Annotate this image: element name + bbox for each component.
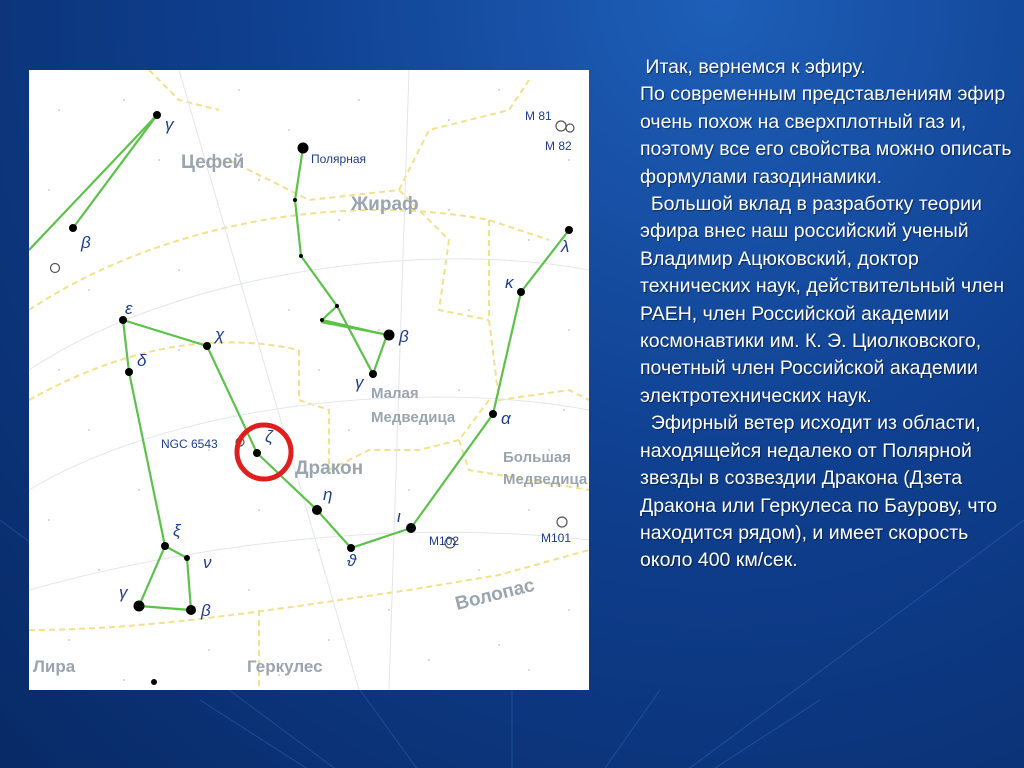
greek-dra-epsilon: ε bbox=[125, 299, 133, 318]
slide-body-text: Итак, вернемся к эфиру. По современным представлениям эфир очень похож на сверхплотный газ и, поэтому все его свойства можно описать формулами газодинамики. Большой вклад в разработку теории эфира внес наш российский ученый Владимир Ацюковский, доктор технических наук, действительный член РАЕН, член Российской академии космонавтики им. К. Э. Циолковского, почетный член Российской академии электротехнических наук. Эфирный ветер исходит из области, находящейся недалеко от Полярной звезды в созвездии Дракона (Дзета Дракона или Геркулеса по Баурову, что находится рядом), и имеет скорость около 400 км/сек. bbox=[640, 56, 1012, 572]
star-cep-gamma bbox=[153, 111, 161, 119]
cepheus-line-2 bbox=[73, 115, 157, 228]
object-m101-circle bbox=[557, 517, 567, 527]
label-m101: M101 bbox=[541, 531, 572, 545]
label-m82: M 82 bbox=[545, 139, 572, 153]
greek-dra-beta: β bbox=[201, 601, 211, 620]
label-ursa-major-1: Большая bbox=[503, 449, 571, 466]
star-umi-zeta bbox=[335, 304, 339, 308]
star-dra-gamma bbox=[134, 601, 145, 612]
greek-dra-eta: η bbox=[323, 485, 333, 504]
label-lyra: Лира bbox=[33, 657, 76, 676]
label-hercules: Геркулес bbox=[247, 657, 323, 676]
deep-sky-objects bbox=[51, 121, 575, 548]
star-dra-xi bbox=[161, 542, 169, 550]
label-ursa-major-2: Медведица bbox=[503, 471, 588, 488]
zeta-draconis-highlight bbox=[237, 425, 291, 479]
object-m81-circle bbox=[556, 121, 566, 131]
star-dra-delta bbox=[125, 368, 133, 376]
ursa-minor-lines bbox=[295, 148, 387, 374]
greek-umi-gamma: γ bbox=[355, 373, 364, 392]
star-umi-delta bbox=[293, 198, 297, 202]
label-ursa-minor-1: Малая bbox=[371, 385, 419, 402]
star-map bbox=[29, 70, 589, 690]
greek-dra-lambda: λ bbox=[561, 237, 570, 256]
greek-dra-kappa: κ bbox=[505, 273, 514, 292]
greek-dra-delta: δ bbox=[137, 351, 147, 370]
label-m81: M 81 bbox=[525, 109, 552, 123]
greek-dra-alpha: α bbox=[501, 409, 511, 428]
label-cepheus: Цефей bbox=[181, 152, 245, 173]
star-umi-gamma bbox=[369, 370, 377, 378]
star-map-canvas bbox=[29, 70, 589, 690]
star-dra-beta bbox=[186, 605, 196, 615]
greek-dra-nu: ν bbox=[203, 553, 212, 572]
greek-umi-beta: β bbox=[399, 327, 409, 346]
star-polaris bbox=[298, 143, 309, 154]
greek-cep-beta: β bbox=[81, 233, 91, 252]
label-bootes: Волопас bbox=[453, 574, 537, 615]
star-dra-zeta bbox=[253, 449, 261, 457]
star-misc bbox=[151, 679, 157, 685]
label-polaris: Полярная bbox=[311, 152, 367, 166]
star-dra-kappa bbox=[517, 288, 525, 296]
object-circle bbox=[51, 264, 60, 273]
star-dra-nu bbox=[184, 555, 190, 561]
greek-dra-zeta: ζ bbox=[265, 427, 273, 446]
star-dra-iota bbox=[406, 523, 416, 533]
label-m102: M102 bbox=[429, 534, 460, 548]
star-dra-lambda bbox=[565, 226, 573, 234]
ursa-minor-box bbox=[321, 322, 389, 335]
label-ngc6543: NGC 6543 bbox=[161, 437, 218, 451]
star-umi-epsilon bbox=[299, 254, 303, 258]
star-dra-chi bbox=[203, 342, 211, 350]
greek-dra-chi: χ bbox=[215, 325, 225, 344]
star-umi-beta bbox=[384, 330, 395, 341]
greek-dra-gamma: γ bbox=[119, 583, 128, 602]
star-dra-alpha bbox=[489, 410, 497, 418]
star-umi-eta bbox=[320, 318, 324, 322]
label-ursa-minor-2: Медведица bbox=[371, 409, 456, 426]
star-dra-eta bbox=[312, 505, 322, 515]
greek-cep-gamma: γ bbox=[165, 115, 174, 134]
greek-dra-xi: ξ bbox=[173, 521, 181, 540]
label-draco: Дракон bbox=[295, 458, 364, 479]
greek-dra-theta: ϑ bbox=[347, 551, 357, 570]
object-m82-circle bbox=[566, 124, 574, 132]
cepheus-line bbox=[29, 115, 157, 250]
label-camelopardalis: Жираф bbox=[351, 194, 419, 215]
star-cep-beta bbox=[69, 224, 77, 232]
greek-dra-iota: ι bbox=[397, 507, 401, 526]
